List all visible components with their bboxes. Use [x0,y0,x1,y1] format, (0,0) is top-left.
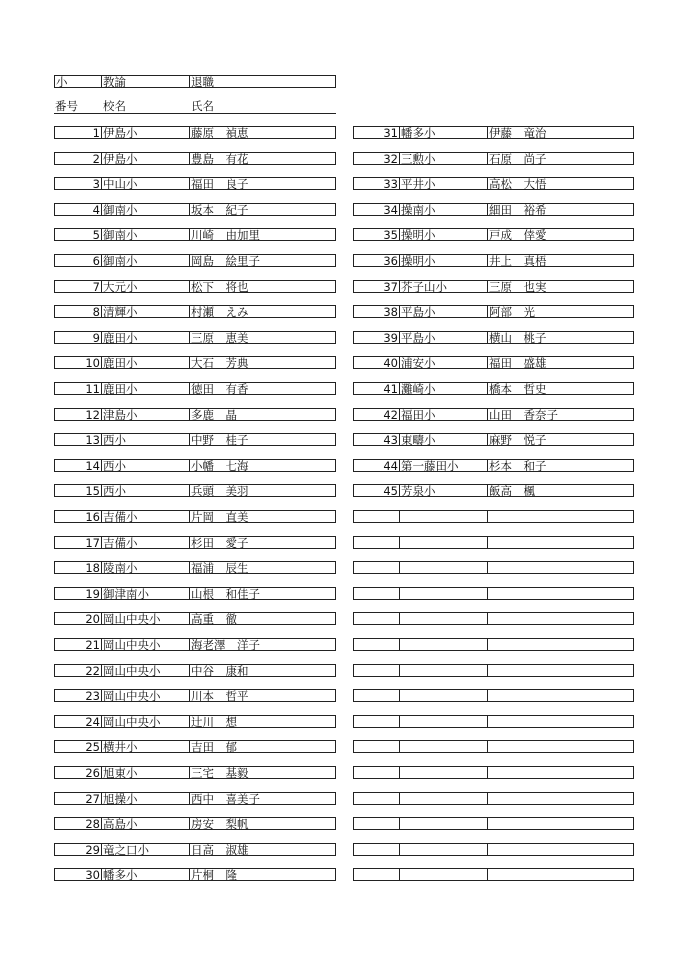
school-name: 鹿田小 [102,382,190,395]
person-name: 福浦 辰生 [190,561,336,574]
row-number: 29 [54,843,102,856]
school-name: 御津南小 [102,587,190,600]
row-number: 19 [54,587,102,600]
row-number: 43 [353,433,400,446]
person-name: 徳田 有香 [190,382,336,395]
table-row [353,254,634,267]
school-name: 西小 [102,484,190,497]
row-number: 34 [353,203,400,216]
row-number: 32 [353,152,400,165]
row-number [353,843,400,856]
table-row [353,126,634,139]
row-number: 14 [54,459,102,472]
table-row [353,356,634,369]
row-number [353,715,400,728]
table-row [353,715,634,728]
header-row-2 [54,100,336,114]
person-name: 房安 梨帆 [190,817,336,830]
row-number [353,868,400,881]
school-name: 岡山中央小 [102,689,190,702]
person-name [488,536,634,549]
school-name: 清輝小 [102,305,190,318]
person-name: 岡島 絵里子 [190,254,336,267]
row-number: 23 [54,689,102,702]
person-name [488,715,634,728]
person-name: 杉田 愛子 [190,536,336,549]
table-row [353,152,634,165]
school-name [400,612,488,625]
school-name: 吉備小 [102,510,190,523]
row-number: 13 [54,433,102,446]
school-name: 操明小 [400,228,488,241]
row-number [353,740,400,753]
table-row [353,689,634,702]
person-name [488,868,634,881]
header-category: 小 [54,75,102,88]
table-row [54,561,336,574]
table-row [353,868,634,881]
school-name [400,792,488,805]
person-name: 小幡 七海 [190,459,336,472]
person-name [488,766,634,779]
row-number [353,792,400,805]
row-number: 24 [54,715,102,728]
person-name [488,510,634,523]
table-row [54,433,336,446]
row-number: 3 [54,177,102,190]
school-name: 横井小 [102,740,190,753]
table-row [54,536,336,549]
table-row [54,228,336,241]
school-name: 岡山中央小 [102,664,190,677]
person-name [488,817,634,830]
person-name: 三原 恵美 [190,331,336,344]
row-number [353,536,400,549]
person-name: 坂本 紀子 [190,203,336,216]
row-number: 45 [353,484,400,497]
table-row [353,612,634,625]
table-row [353,664,634,677]
person-name [488,587,634,600]
row-number: 6 [54,254,102,267]
table-row [54,254,336,267]
table-row [54,331,336,344]
table-row [353,459,634,472]
row-number: 21 [54,638,102,651]
table-row [54,382,336,395]
row-number: 1 [54,126,102,139]
table-row [54,356,336,369]
school-name: 大元小 [102,280,190,293]
school-name: 鹿田小 [102,331,190,344]
school-name: 第一藤田小 [400,459,488,472]
row-number: 22 [54,664,102,677]
header-name-label: 氏名 [191,100,214,113]
person-name: 山根 和佳子 [190,587,336,600]
header-position: 教諭 [102,75,190,88]
table-row [353,766,634,779]
row-number: 33 [353,177,400,190]
school-name [400,766,488,779]
school-name: 旭操小 [102,792,190,805]
person-name [488,638,634,651]
table-row [353,382,634,395]
table-row [353,587,634,600]
person-name: 高重 徹 [190,612,336,625]
school-name: 伊島小 [102,152,190,165]
row-number: 37 [353,280,400,293]
person-name: 戸成 倖愛 [488,228,634,241]
person-name: 山田 香奈子 [488,408,634,421]
row-number [353,638,400,651]
table-row [54,689,336,702]
table-row [353,408,634,421]
table-row [54,203,336,216]
person-name: 川崎 由加里 [190,228,336,241]
table-row [353,433,634,446]
person-name: 橋本 哲史 [488,382,634,395]
table-row [353,177,634,190]
person-name [488,561,634,574]
school-name: 平島小 [400,331,488,344]
school-name: 御南小 [102,228,190,241]
row-number: 25 [54,740,102,753]
table-row [353,536,634,549]
school-name [400,638,488,651]
row-number [353,561,400,574]
school-name: 三勲小 [400,152,488,165]
school-name: 平井小 [400,177,488,190]
person-name: 吉田 郁 [190,740,336,753]
table-row [54,664,336,677]
school-name: 浦安小 [400,356,488,369]
school-name: 陵南小 [102,561,190,574]
school-name: 平島小 [400,305,488,318]
row-number: 28 [54,817,102,830]
table-row [54,715,336,728]
table-row [54,817,336,830]
person-name: 藤原 禎恵 [190,126,336,139]
row-number: 16 [54,510,102,523]
row-number: 31 [353,126,400,139]
table-row [353,843,634,856]
row-number: 5 [54,228,102,241]
header-status: 退職 [190,75,336,88]
table-row [54,408,336,421]
person-name: 中野 桂子 [190,433,336,446]
table-row [353,280,634,293]
row-number: 26 [54,766,102,779]
table-row [54,740,336,753]
row-number: 44 [353,459,400,472]
row-number: 17 [54,536,102,549]
table-row [54,638,336,651]
table-row [54,587,336,600]
table-row [54,152,336,165]
person-name: 三原 也実 [488,280,634,293]
row-number: 18 [54,561,102,574]
person-name: 海老澤 洋子 [190,638,336,651]
person-name [488,664,634,677]
school-name: 竜之口小 [102,843,190,856]
table-row [54,280,336,293]
school-name: 岡山中央小 [102,612,190,625]
person-name: 阿部 光 [488,305,634,318]
row-number [353,766,400,779]
row-number [353,510,400,523]
school-name [400,587,488,600]
table-row [353,792,634,805]
row-number [353,817,400,830]
table-row [353,305,634,318]
row-number: 10 [54,356,102,369]
table-row [54,459,336,472]
table-row [54,868,336,881]
person-name: 豊島 有花 [190,152,336,165]
person-name: 福田 盛雄 [488,356,634,369]
row-number [353,689,400,702]
header-row-1 [54,75,336,88]
school-name: 伊島小 [102,126,190,139]
person-name [488,612,634,625]
school-name: 高島小 [102,817,190,830]
school-name [400,740,488,753]
row-number: 38 [353,305,400,318]
school-name [400,817,488,830]
school-name: 御南小 [102,203,190,216]
person-name: 飯高 楓 [488,484,634,497]
row-number: 27 [54,792,102,805]
school-name: 鹿田小 [102,356,190,369]
row-number: 7 [54,280,102,293]
school-name: 福田小 [400,408,488,421]
row-number [353,664,400,677]
school-name [400,510,488,523]
row-number: 9 [54,331,102,344]
school-name: 吉備小 [102,536,190,549]
person-name: 日高 淑雄 [190,843,336,856]
person-name: 兵頭 美羽 [190,484,336,497]
school-name: 幡多小 [102,868,190,881]
school-name: 津島小 [102,408,190,421]
school-name [400,536,488,549]
school-name: 操南小 [400,203,488,216]
table-row [54,792,336,805]
row-number: 20 [54,612,102,625]
person-name [488,792,634,805]
person-name: 石原 尚子 [488,152,634,165]
table-row [353,561,634,574]
row-number [353,612,400,625]
person-name: 西中 喜美子 [190,792,336,805]
person-name: 横山 桃子 [488,331,634,344]
person-name: 片桐 隆 [190,868,336,881]
school-name: 旭東小 [102,766,190,779]
table-row [54,484,336,497]
person-name: 細田 裕希 [488,203,634,216]
school-name: 西小 [102,459,190,472]
school-name [400,689,488,702]
table-row [54,612,336,625]
person-name: 中谷 康和 [190,664,336,677]
school-name [400,843,488,856]
school-name: 芳泉小 [400,484,488,497]
person-name: 伊藤 竜治 [488,126,634,139]
table-row [353,331,634,344]
row-number [353,587,400,600]
table-row [353,228,634,241]
header-school-label: 校名 [103,100,126,113]
school-name: 幡多小 [400,126,488,139]
school-name [400,868,488,881]
school-name: 東疇小 [400,433,488,446]
table-row [54,766,336,779]
row-number: 15 [54,484,102,497]
person-name: 福田 良子 [190,177,336,190]
table-row [353,817,634,830]
row-number: 36 [353,254,400,267]
row-number: 2 [54,152,102,165]
row-number: 40 [353,356,400,369]
row-number: 42 [353,408,400,421]
school-name: 操明小 [400,254,488,267]
person-name: 井上 真梧 [488,254,634,267]
row-number: 39 [353,331,400,344]
school-name: 中山小 [102,177,190,190]
school-name: 西小 [102,433,190,446]
person-name: 麻野 悦子 [488,433,634,446]
table-row [353,740,634,753]
person-name: 辻川 想 [190,715,336,728]
table-row [54,126,336,139]
table-row [353,203,634,216]
school-name: 灘崎小 [400,382,488,395]
row-number: 41 [353,382,400,395]
table-row [54,843,336,856]
table-row [353,510,634,523]
person-name: 杉本 和子 [488,459,634,472]
person-name: 大石 芳典 [190,356,336,369]
header-number-label: 番号 [55,100,78,113]
school-name: 御南小 [102,254,190,267]
school-name: 芥子山小 [400,280,488,293]
school-name [400,664,488,677]
table-row [353,484,634,497]
school-name: 岡山中央小 [102,715,190,728]
person-name: 高松 大悟 [488,177,634,190]
row-number: 8 [54,305,102,318]
person-name [488,689,634,702]
person-name [488,843,634,856]
table-row [54,177,336,190]
person-name [488,740,634,753]
table-row [54,305,336,318]
table-row [353,638,634,651]
row-number: 35 [353,228,400,241]
person-name: 川本 哲平 [190,689,336,702]
person-name: 三宅 基毅 [190,766,336,779]
table-row [54,510,336,523]
person-name: 松下 将也 [190,280,336,293]
row-number: 12 [54,408,102,421]
row-number: 11 [54,382,102,395]
person-name: 片岡 直美 [190,510,336,523]
row-number: 30 [54,868,102,881]
school-name [400,561,488,574]
school-name: 岡山中央小 [102,638,190,651]
person-name: 多鹿 晶 [190,408,336,421]
person-name: 村瀬 えみ [190,305,336,318]
school-name [400,715,488,728]
row-number: 4 [54,203,102,216]
